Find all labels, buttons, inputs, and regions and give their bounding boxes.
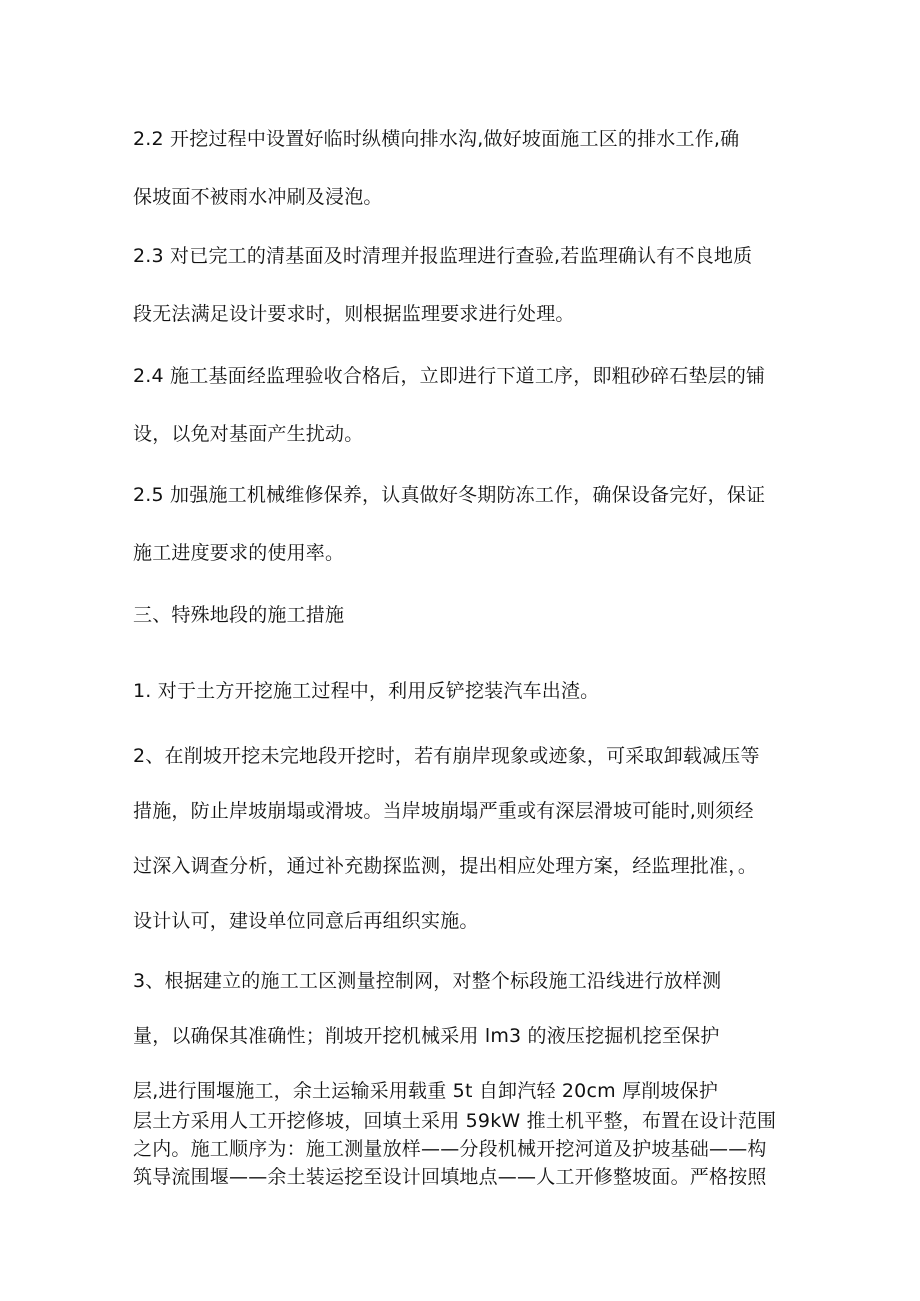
text-line: 层土方采用人工开挖修坡，回填土采用 59kW 推土机平整，布置在设计范围 bbox=[133, 1110, 777, 1132]
text-line: 2.4 施工基面经监理验收合格后，立即进行下道工序，即粗砂碎石垫层的铺 bbox=[133, 365, 766, 387]
text-line: 2.2 开挖过程中设置好临时纵横向排水沟,做好坡面施工区的排水工作,确 bbox=[133, 128, 740, 150]
text-line: 措施，防止岸坡崩塌或滑坡。当岸坡崩塌严重或有深层滑坡可能时,则须经 bbox=[133, 800, 754, 822]
text-line: 量，以确保其准确性；削坡开挖机械采用 lm3 的液压挖掘机挖至保护 bbox=[133, 1025, 720, 1047]
text-line: 过深入调查分析，通过补充勘探监测，提出相应处理方案，经监理批准，。 bbox=[133, 855, 758, 877]
text-line: 筑导流围堰——余土装运挖至设计回填地点——人工开修整坡面。严格按照 bbox=[133, 1166, 767, 1188]
paragraph-2-5 bbox=[133, 485, 793, 563]
text-line: 层,进行围堰施工，余土运输采用载重 5t 自卸汽轻 20cm 厚削坡保护 bbox=[133, 1080, 719, 1102]
paragraph-2-4 bbox=[133, 366, 793, 444]
paragraph-item-2 bbox=[133, 746, 793, 931]
text-line: 3、根据建立的施工工区测量控制网，对整个标段施工沿线进行放样测 bbox=[133, 970, 722, 992]
text-line: 2.5 加强施工机械维修保养，认真做好冬期防冻工作，确保设备完好，保证 bbox=[133, 484, 766, 506]
text-line: 保坡面不被雨水冲刷及浸泡。 bbox=[133, 186, 383, 208]
paragraph-item-1 bbox=[133, 681, 793, 701]
text-line: 施工进度要求的使用率。 bbox=[133, 542, 345, 564]
text-line: 1. 对于土方开挖施工过程中，利用反铲挖装汽车出渣。 bbox=[133, 680, 600, 702]
heading-text: 三、特殊地段的施工措施 bbox=[133, 604, 345, 626]
text-line: 2.3 对已完工的清基面及时清理并报监理进行查验,若监理确认有不良地质 bbox=[133, 245, 753, 267]
paragraph-2-3 bbox=[133, 246, 793, 324]
text-line: 2、在削坡开挖未完地段开挖时，若有崩岸现象或迹象，可采取卸载减压等 bbox=[133, 745, 760, 767]
paragraph-item-3 bbox=[133, 971, 793, 1101]
text-line: 设计认可，建设单位同意后再组织实施。 bbox=[133, 910, 479, 932]
text-line: 段无法满足设计要求时，则根据监理要求进行处理。 bbox=[133, 303, 575, 325]
section-heading-3 bbox=[133, 605, 793, 625]
text-line: 之内。施工顺序为：施工测量放样——分段机械开挖河道及护坡基础——构 bbox=[133, 1138, 767, 1160]
text-line: 设，以免对基面产生扰动。 bbox=[133, 423, 364, 445]
paragraph-item-3-continued bbox=[133, 1111, 793, 1187]
paragraph-2-2 bbox=[133, 129, 793, 207]
